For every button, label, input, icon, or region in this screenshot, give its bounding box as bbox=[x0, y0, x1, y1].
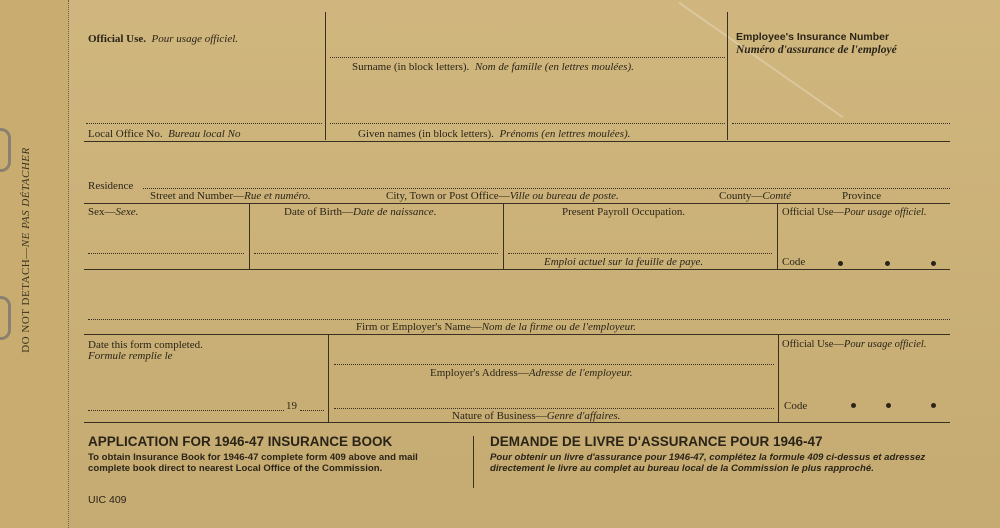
divider bbox=[249, 203, 250, 269]
street-label: Street and Number—Rue et numéro. bbox=[150, 190, 311, 202]
code-dot bbox=[885, 261, 890, 266]
year-prefix: 19 bbox=[286, 400, 297, 412]
firm-label: Firm or Employer's Name—Nom de la firme ou de l'employeur. bbox=[356, 321, 636, 333]
detach-stub bbox=[0, 0, 69, 528]
residence-label: Residence bbox=[88, 180, 134, 192]
insurance-number-label: Employee's Insurance Number bbox=[736, 31, 890, 43]
employer-address-label: Employer's Address—Adresse de l'employeur. bbox=[430, 367, 633, 379]
occupation-label: Present Payroll Occupation. bbox=[562, 206, 686, 218]
local-office-field[interactable] bbox=[86, 123, 322, 124]
sex-field[interactable] bbox=[88, 253, 244, 254]
surname-label: Surname (in block letters). Nom de famille (en lettres moulées). bbox=[352, 61, 634, 73]
province-label: Province bbox=[842, 190, 882, 202]
occupation-label-fr: Emploi actuel sur la feuille de paye. bbox=[544, 256, 704, 268]
year-field[interactable] bbox=[300, 410, 324, 411]
code-dot bbox=[886, 403, 891, 408]
binding-ring bbox=[0, 128, 11, 172]
code-dot bbox=[838, 261, 843, 266]
rule bbox=[84, 422, 950, 423]
paper-crease bbox=[679, 2, 844, 118]
local-office-label: Local Office No. Bureau local No bbox=[88, 128, 241, 140]
divider bbox=[777, 203, 778, 269]
application-title-en: APPLICATION FOR 1946-47 INSURANCE BOOK bbox=[88, 434, 393, 449]
firm-field[interactable] bbox=[88, 319, 950, 320]
divider bbox=[778, 334, 779, 422]
binding-ring bbox=[0, 296, 11, 340]
given-names-label: Given names (in block letters). Prénoms (en lettres moulées). bbox=[358, 128, 631, 140]
official-use-label: Official Use—Pour usage officiel. bbox=[782, 207, 927, 218]
county-label: County—Comté bbox=[719, 190, 792, 202]
occupation-field[interactable] bbox=[508, 253, 772, 254]
employer-address-field[interactable] bbox=[334, 364, 774, 365]
dob-label: Date of Birth—Date de naissance. bbox=[284, 206, 437, 218]
sex-label: Sex—Sexe. bbox=[88, 206, 139, 218]
do-not-detach-label: DO NOT DETACH—NE PAS DÉTACHER bbox=[20, 147, 32, 353]
application-body-fr: Pour obtenir un livre d'assurance pour 1946-47, complétez la formule 409 ci-dessus et adressez directement le livre au complet au bureau local de la Commission le plus rapproché. bbox=[490, 452, 926, 474]
insurance-number-field[interactable] bbox=[732, 123, 950, 124]
code-label: Code bbox=[784, 400, 808, 412]
application-body-en: To obtain Insurance Book for 1946-47 complete form 409 above and mail complete book direct to nearest Local Office of the Commission. bbox=[88, 452, 418, 474]
nature-business-field[interactable] bbox=[334, 408, 774, 409]
rule bbox=[84, 141, 950, 142]
code-dot bbox=[851, 403, 856, 408]
given-names-field[interactable] bbox=[330, 123, 725, 124]
code-dot bbox=[931, 403, 936, 408]
rule bbox=[84, 334, 950, 335]
residence-field[interactable] bbox=[143, 188, 950, 189]
divider bbox=[328, 334, 329, 422]
divider bbox=[473, 436, 474, 488]
official-use-label: Official Use—Pour usage officiel. bbox=[782, 339, 927, 350]
surname-field[interactable] bbox=[330, 57, 725, 58]
date-completed-field[interactable] bbox=[88, 410, 284, 411]
code-label: Code bbox=[782, 256, 806, 268]
form-id: UIC 409 bbox=[88, 494, 127, 506]
code-dot bbox=[931, 261, 936, 266]
dob-field[interactable] bbox=[254, 253, 498, 254]
rule bbox=[84, 269, 950, 270]
city-label: City, Town or Post Office—Ville ou bureau de poste. bbox=[386, 190, 619, 202]
divider bbox=[727, 12, 728, 140]
official-use-label: Official Use. Pour usage officiel. bbox=[88, 33, 239, 45]
application-title-fr: DEMANDE DE LIVRE D'ASSURANCE POUR 1946-47 bbox=[490, 434, 823, 449]
date-completed-label: Date this form completed. bbox=[88, 339, 203, 351]
divider bbox=[325, 12, 326, 140]
rule bbox=[84, 203, 950, 204]
divider bbox=[503, 203, 504, 269]
nature-business-label: Nature of Business—Genre d'affaires. bbox=[452, 410, 621, 422]
insurance-number-label-fr: Numéro d'assurance de l'employé bbox=[736, 44, 897, 56]
date-completed-label-fr: Formule remplie le bbox=[88, 350, 173, 362]
